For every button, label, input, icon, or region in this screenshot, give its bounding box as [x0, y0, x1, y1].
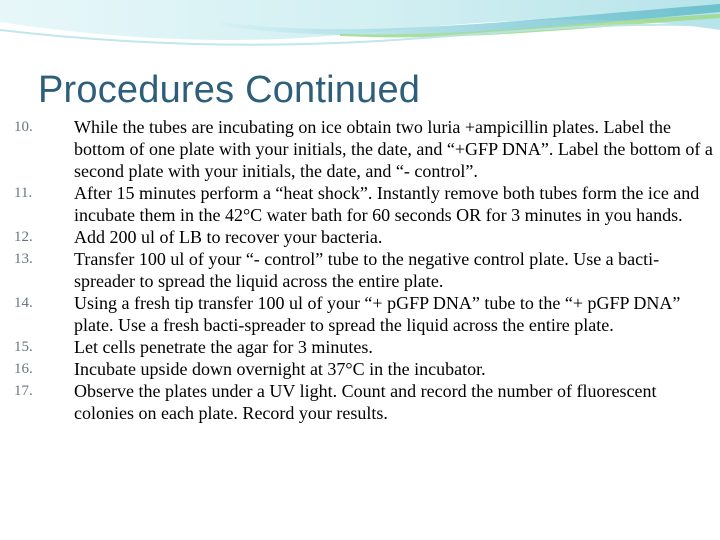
- slide-title: Procedures Continued: [38, 69, 421, 111]
- step-number: 16.: [14, 361, 33, 377]
- header-swoosh-decoration: [0, 0, 720, 70]
- step-text: Using a fresh tip transfer 100 ul of your “+ pGFP DNA” tube to the “+ pGFP DNA” plate. Use a fresh bacti-spreader to spread the liquid across the entire plate.: [74, 293, 681, 335]
- step-text: Transfer 100 ul of your “- control” tube to the negative control plate. Use a bacti-spreader to spread the liquid across the entire plate.: [74, 249, 660, 291]
- step-text: Observe the plates under a UV light. Count and record the number of fluorescent colonies on each plate. Record your results.: [74, 381, 657, 423]
- step-text: Add 200 ul of LB to recover your bacteria.: [74, 227, 383, 247]
- step-number: 14.: [14, 295, 33, 311]
- list-item: [0, 292, 720, 336]
- step-number: 13.: [14, 251, 33, 267]
- list-item: [0, 358, 720, 380]
- list-item: [0, 336, 720, 358]
- procedure-steps-list: [0, 116, 720, 424]
- step-number: 11.: [14, 185, 33, 201]
- step-number: 15.: [14, 339, 33, 355]
- step-text: Let cells penetrate the agar for 3 minutes.: [74, 337, 373, 357]
- step-text: While the tubes are incubating on ice obtain two luria +ampicillin plates. Label the bottom of one plate with your initials, the date, and “+GFP DNA”. Label the bottom of a second plate with your initials, the date, and “- control”.: [74, 117, 713, 181]
- list-item: [0, 248, 720, 292]
- step-number: 10.: [14, 119, 33, 135]
- list-item: [0, 182, 720, 226]
- step-text: Incubate upside down overnight at 37°C in the incubator.: [74, 359, 486, 379]
- step-number: 12.: [14, 229, 33, 245]
- list-item: [0, 226, 720, 248]
- step-number: 17.: [14, 383, 33, 399]
- step-text: After 15 minutes perform a “heat shock”. Instantly remove both tubes form the ice and incubate them in the 42°C water bath for 60 seconds OR for 3 minutes in you hands.: [74, 183, 700, 225]
- list-item: [0, 380, 720, 424]
- list-item: [0, 116, 720, 182]
